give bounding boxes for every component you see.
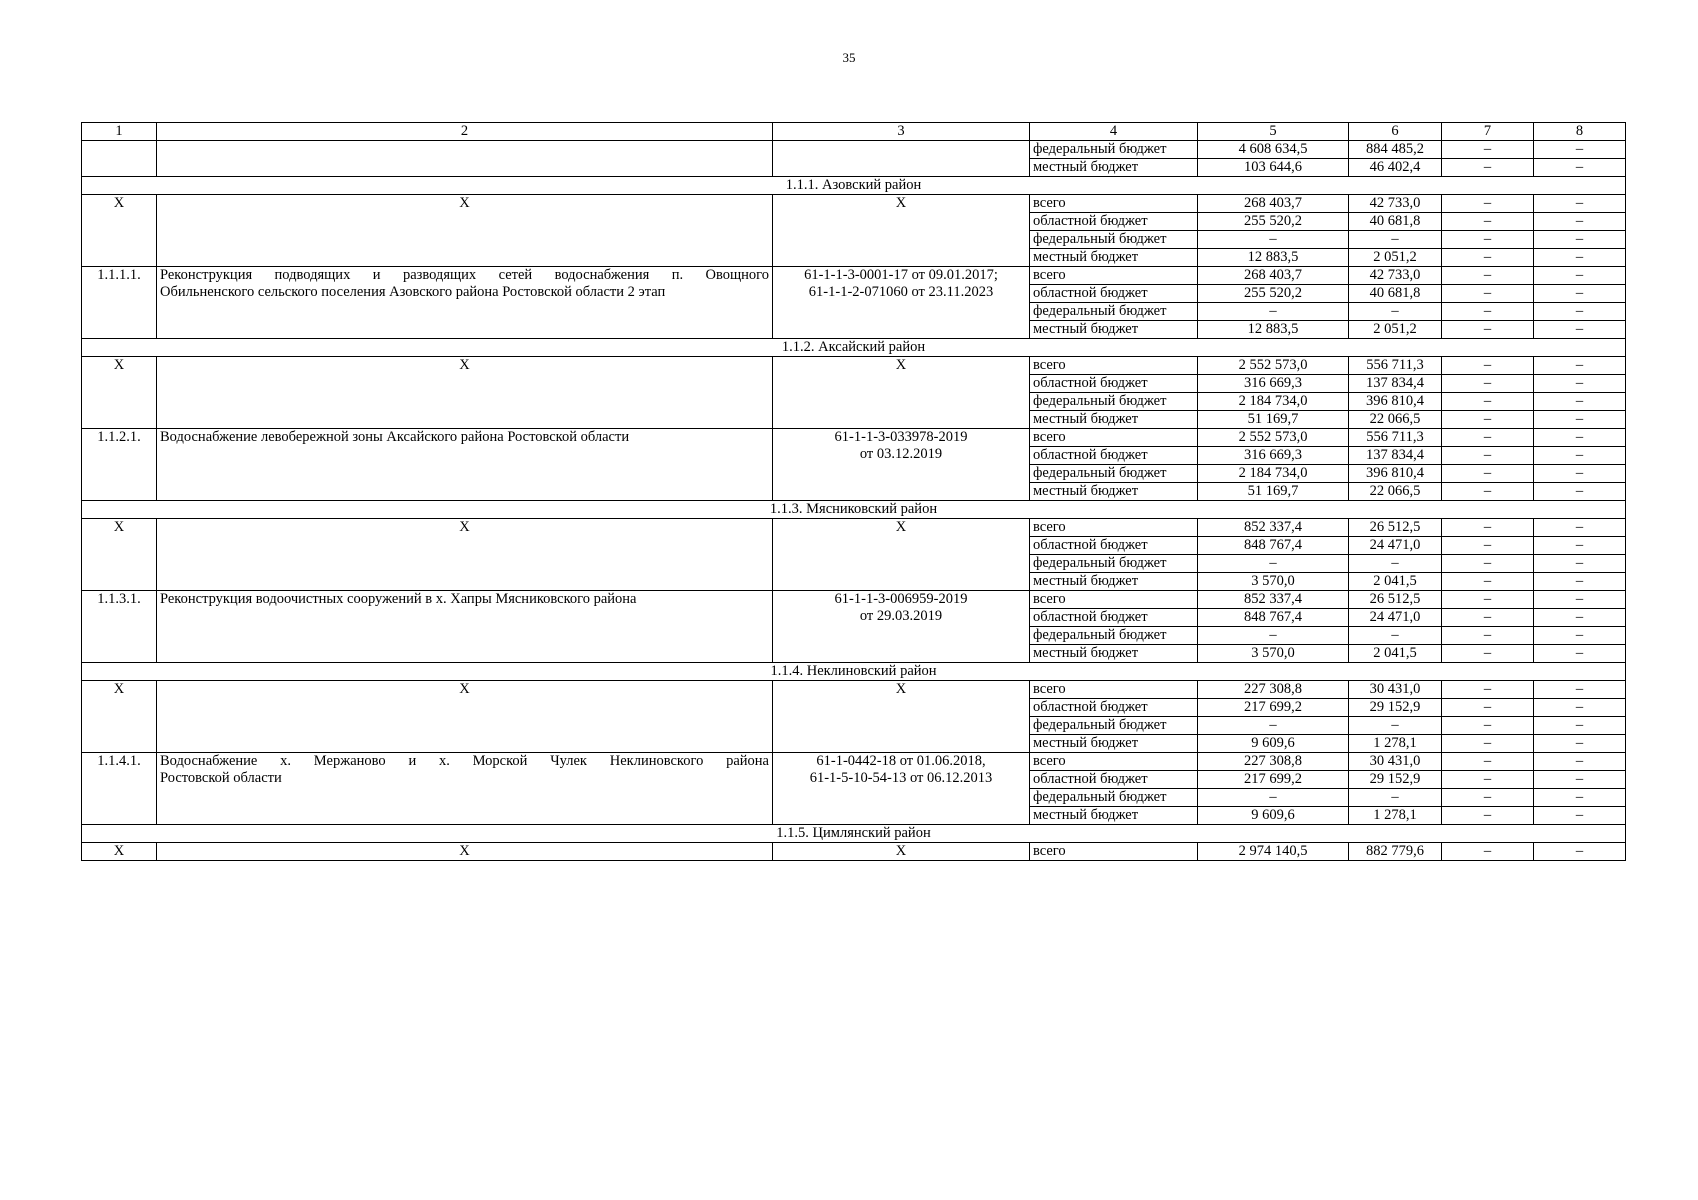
value-col7: – [1442, 627, 1534, 645]
source-cell: всего [1030, 591, 1198, 609]
value-col7: – [1442, 519, 1534, 537]
value-col8: – [1534, 447, 1626, 465]
value-col5: 103 644,6 [1198, 159, 1349, 177]
value-col6: 29 152,9 [1349, 699, 1442, 717]
header-cell: 1 [82, 123, 157, 141]
item-document-line: от 29.03.2019 [859, 608, 943, 624]
total-mark: Х [157, 195, 773, 267]
value-col8: – [1534, 411, 1626, 429]
item-number: 1.1.3.1. [82, 591, 157, 663]
item-name [157, 591, 773, 663]
section-row [82, 663, 1626, 681]
value-col5: 3 570,0 [1198, 645, 1349, 663]
source-cell: областной бюджет [1030, 375, 1198, 393]
source-cell: федеральный бюджет [1030, 627, 1198, 645]
value-col5: 316 669,3 [1198, 447, 1349, 465]
value-col8: – [1534, 807, 1626, 825]
source-cell: областной бюджет [1030, 609, 1198, 627]
item-number: 1.1.2.1. [82, 429, 157, 501]
value-col7: – [1442, 483, 1534, 501]
value-col8: – [1534, 249, 1626, 267]
source-cell: местный бюджет [1030, 411, 1198, 429]
value-col8: – [1534, 483, 1626, 501]
item-name-line: Водоснабжение х. Мержаново и х. Морской Чулек Неклиновского района [160, 753, 769, 769]
value-col6: 2 041,5 [1349, 645, 1442, 663]
source-cell: всего [1030, 357, 1198, 375]
value-col7: – [1442, 285, 1534, 303]
value-col6: 556 711,3 [1349, 357, 1442, 375]
value-col6: 556 711,3 [1349, 429, 1442, 447]
value-col6: 30 431,0 [1349, 681, 1442, 699]
value-col5: 227 308,8 [1198, 681, 1349, 699]
value-col8: – [1534, 537, 1626, 555]
value-col6: 22 066,5 [1349, 483, 1442, 501]
section-title: 1.1.4. Неклиновский район [82, 663, 1626, 681]
value-col7: – [1442, 573, 1534, 591]
item-document-line: 61-1-0442-18 от 01.06.2018, [816, 753, 986, 769]
value-col7: – [1442, 771, 1534, 789]
item-number: 1.1.1.1. [82, 267, 157, 339]
header-cell: 7 [1442, 123, 1534, 141]
section-title: 1.1.2. Аксайский район [82, 339, 1626, 357]
value-col6: 40 681,8 [1349, 285, 1442, 303]
value-col6: 24 471,0 [1349, 609, 1442, 627]
header-cell: 5 [1198, 123, 1349, 141]
total-mark: Х [773, 357, 1030, 429]
value-col8: – [1534, 753, 1626, 771]
value-col6: 882 779,6 [1349, 843, 1442, 861]
value-col8: – [1534, 789, 1626, 807]
empty-cell [82, 141, 157, 177]
value-col7: – [1442, 447, 1534, 465]
value-col6: 396 810,4 [1349, 465, 1442, 483]
value-col7: – [1442, 249, 1534, 267]
item-number: 1.1.4.1. [82, 753, 157, 825]
value-col6: 26 512,5 [1349, 591, 1442, 609]
source-cell: федеральный бюджет [1030, 717, 1198, 735]
value-col8: – [1534, 735, 1626, 753]
value-col6: 42 733,0 [1349, 195, 1442, 213]
source-cell: всего [1030, 681, 1198, 699]
value-col8: – [1534, 267, 1626, 285]
value-col5: 852 337,4 [1198, 591, 1349, 609]
item-name-line: Обильненского сельского поселения Азовского района Ростовской области 2 этап [160, 284, 666, 300]
total-mark: Х [773, 519, 1030, 591]
value-col8: – [1534, 213, 1626, 231]
total-mark: Х [82, 519, 157, 591]
value-col8: – [1534, 429, 1626, 447]
value-col7: – [1442, 717, 1534, 735]
source-cell: федеральный бюджет [1030, 789, 1198, 807]
source-cell: местный бюджет [1030, 483, 1198, 501]
page-number: 35 [842, 50, 856, 65]
value-col7: – [1442, 195, 1534, 213]
value-col5: – [1198, 627, 1349, 645]
value-col8: – [1534, 519, 1626, 537]
source-cell: областной бюджет [1030, 699, 1198, 717]
value-col7: – [1442, 267, 1534, 285]
table-row [82, 591, 1626, 609]
item-name-line: Ростовской области [160, 770, 282, 786]
section-title: 1.1.1. Азовский район [82, 177, 1626, 195]
table-row [82, 753, 1626, 771]
source-cell: областной бюджет [1030, 771, 1198, 789]
source-cell: областной бюджет [1030, 537, 1198, 555]
source-cell: всего [1030, 519, 1198, 537]
source-cell: местный бюджет [1030, 573, 1198, 591]
value-col6: – [1349, 789, 1442, 807]
value-col5: 316 669,3 [1198, 375, 1349, 393]
header-cell: 2 [157, 123, 773, 141]
item-document-line: 61-1-1-2-071060 от 23.11.2023 [808, 284, 994, 300]
source-cell: местный бюджет [1030, 735, 1198, 753]
value-col5: – [1198, 717, 1349, 735]
value-col7: – [1442, 591, 1534, 609]
value-col5: 9 609,6 [1198, 807, 1349, 825]
total-mark: Х [773, 843, 1030, 861]
value-col5: 2 552 573,0 [1198, 357, 1349, 375]
table-row [82, 429, 1626, 447]
value-col6: 29 152,9 [1349, 771, 1442, 789]
value-col7: – [1442, 753, 1534, 771]
section-title: 1.1.3. Мясниковский район [82, 501, 1626, 519]
value-col6: 40 681,8 [1349, 213, 1442, 231]
value-col7: – [1442, 321, 1534, 339]
value-col7: – [1442, 537, 1534, 555]
item-document-line: 61-1-1-3-0001-17 от 09.01.2017; [804, 267, 998, 283]
value-col8: – [1534, 591, 1626, 609]
value-col7: – [1442, 735, 1534, 753]
value-col5: 9 609,6 [1198, 735, 1349, 753]
table-row [82, 843, 1626, 861]
table-row [82, 519, 1626, 537]
source-cell: всего [1030, 753, 1198, 771]
total-mark: Х [82, 843, 157, 861]
value-col6: 30 431,0 [1349, 753, 1442, 771]
value-col5: 2 552 573,0 [1198, 429, 1349, 447]
value-col7: – [1442, 465, 1534, 483]
value-col8: – [1534, 717, 1626, 735]
value-col5: 12 883,5 [1198, 321, 1349, 339]
value-col7: – [1442, 393, 1534, 411]
empty-cell [157, 141, 773, 177]
value-col6: – [1349, 717, 1442, 735]
value-col5: – [1198, 555, 1349, 573]
value-col7: – [1442, 807, 1534, 825]
table-row [82, 195, 1626, 213]
value-col6: 42 733,0 [1349, 267, 1442, 285]
value-col5: – [1198, 303, 1349, 321]
source-cell: федеральный бюджет [1030, 555, 1198, 573]
value-col7: – [1442, 213, 1534, 231]
source-cell: местный бюджет [1030, 159, 1198, 177]
source-cell: местный бюджет [1030, 645, 1198, 663]
value-col6: 396 810,4 [1349, 393, 1442, 411]
item-name-line: Водоснабжение левобережной зоны Аксайского района Ростовской области [160, 429, 630, 445]
source-cell: федеральный бюджет [1030, 141, 1198, 159]
value-col8: – [1534, 609, 1626, 627]
item-document-line: 61-1-5-10-54-13 от 06.12.2013 [809, 770, 993, 786]
value-col5: 268 403,7 [1198, 267, 1349, 285]
total-mark: Х [157, 519, 773, 591]
value-col6: 1 278,1 [1349, 735, 1442, 753]
value-col8: – [1534, 645, 1626, 663]
value-col6: 137 834,4 [1349, 375, 1442, 393]
section-title: 1.1.5. Цимлянский район [82, 825, 1626, 843]
source-cell: федеральный бюджет [1030, 465, 1198, 483]
value-col7: – [1442, 303, 1534, 321]
item-document-line: от 03.12.2019 [859, 446, 943, 462]
value-col5: 227 308,8 [1198, 753, 1349, 771]
value-col7: – [1442, 357, 1534, 375]
value-col8: – [1534, 321, 1626, 339]
value-col5: 217 699,2 [1198, 771, 1349, 789]
value-col6: 884 485,2 [1349, 141, 1442, 159]
value-col8: – [1534, 285, 1626, 303]
header-cell: 4 [1030, 123, 1198, 141]
value-col6: 2 051,2 [1349, 321, 1442, 339]
value-col5: 3 570,0 [1198, 573, 1349, 591]
empty-cell [773, 141, 1030, 177]
value-col6: 22 066,5 [1349, 411, 1442, 429]
value-col5: 268 403,7 [1198, 195, 1349, 213]
value-col7: – [1442, 843, 1534, 861]
total-mark: Х [82, 195, 157, 267]
source-cell: областной бюджет [1030, 285, 1198, 303]
value-col5: 12 883,5 [1198, 249, 1349, 267]
value-col8: – [1534, 159, 1626, 177]
value-col8: – [1534, 699, 1626, 717]
source-cell: местный бюджет [1030, 249, 1198, 267]
value-col7: – [1442, 159, 1534, 177]
value-col7: – [1442, 411, 1534, 429]
source-cell: федеральный бюджет [1030, 231, 1198, 249]
section-row [82, 177, 1626, 195]
item-document [773, 753, 1030, 825]
value-col8: – [1534, 843, 1626, 861]
table-row [82, 357, 1626, 375]
total-mark: Х [82, 681, 157, 753]
value-col7: – [1442, 699, 1534, 717]
total-mark: Х [157, 843, 773, 861]
item-name [157, 429, 773, 501]
source-cell: областной бюджет [1030, 213, 1198, 231]
value-col6: 137 834,4 [1349, 447, 1442, 465]
value-col6: – [1349, 627, 1442, 645]
value-col7: – [1442, 609, 1534, 627]
value-col8: – [1534, 375, 1626, 393]
source-cell: областной бюджет [1030, 447, 1198, 465]
header-cell: 8 [1534, 123, 1626, 141]
value-col5: 2 184 734,0 [1198, 465, 1349, 483]
source-cell: всего [1030, 429, 1198, 447]
total-mark: Х [157, 357, 773, 429]
header-row [82, 123, 1626, 141]
item-name-line: Реконструкция водоочистных сооружений в х. Хапры Мясниковского района [160, 591, 637, 607]
value-col7: – [1442, 681, 1534, 699]
value-col7: – [1442, 141, 1534, 159]
item-document [773, 591, 1030, 663]
value-col7: – [1442, 789, 1534, 807]
value-col7: – [1442, 645, 1534, 663]
value-col5: 217 699,2 [1198, 699, 1349, 717]
value-col8: – [1534, 303, 1626, 321]
value-col8: – [1534, 357, 1626, 375]
value-col8: – [1534, 573, 1626, 591]
value-col6: 26 512,5 [1349, 519, 1442, 537]
section-row [82, 825, 1626, 843]
value-col6: 2 051,2 [1349, 249, 1442, 267]
budget-table [81, 122, 1626, 861]
item-document [773, 267, 1030, 339]
value-col6: 46 402,4 [1349, 159, 1442, 177]
source-cell: всего [1030, 843, 1198, 861]
value-col5: 51 169,7 [1198, 411, 1349, 429]
item-document-line: 61-1-1-3-033978-2019 [834, 429, 968, 445]
value-col7: – [1442, 231, 1534, 249]
value-col8: – [1534, 393, 1626, 411]
section-row [82, 501, 1626, 519]
value-col5: 4 608 634,5 [1198, 141, 1349, 159]
value-col8: – [1534, 681, 1626, 699]
source-cell: федеральный бюджет [1030, 303, 1198, 321]
source-cell: федеральный бюджет [1030, 393, 1198, 411]
value-col5: – [1198, 231, 1349, 249]
value-col8: – [1534, 141, 1626, 159]
table-row [82, 681, 1626, 699]
value-col8: – [1534, 231, 1626, 249]
value-col5: 852 337,4 [1198, 519, 1349, 537]
total-mark: Х [773, 195, 1030, 267]
value-col6: 1 278,1 [1349, 807, 1442, 825]
value-col8: – [1534, 627, 1626, 645]
value-col5: 2 974 140,5 [1198, 843, 1349, 861]
value-col6: – [1349, 555, 1442, 573]
value-col8: – [1534, 771, 1626, 789]
value-col6: 2 041,5 [1349, 573, 1442, 591]
table-row [82, 267, 1626, 285]
value-col6: – [1349, 231, 1442, 249]
item-document-line: 61-1-1-3-006959-2019 [834, 591, 968, 607]
value-col8: – [1534, 465, 1626, 483]
total-mark: Х [157, 681, 773, 753]
value-col5: 2 184 734,0 [1198, 393, 1349, 411]
value-col5: 848 767,4 [1198, 609, 1349, 627]
header-cell: 6 [1349, 123, 1442, 141]
value-col7: – [1442, 375, 1534, 393]
value-col5: 51 169,7 [1198, 483, 1349, 501]
value-col5: 255 520,2 [1198, 285, 1349, 303]
value-col8: – [1534, 195, 1626, 213]
table-row [82, 141, 1626, 159]
item-name [157, 753, 773, 825]
source-cell: всего [1030, 195, 1198, 213]
value-col8: – [1534, 555, 1626, 573]
item-document [773, 429, 1030, 501]
source-cell: всего [1030, 267, 1198, 285]
total-mark: Х [773, 681, 1030, 753]
section-row [82, 339, 1626, 357]
value-col6: – [1349, 303, 1442, 321]
value-col7: – [1442, 429, 1534, 447]
value-col7: – [1442, 555, 1534, 573]
item-name-line: Реконструкция подводящих и разводящих сетей водоснабжения п. Овощного [160, 267, 769, 283]
value-col5: – [1198, 789, 1349, 807]
item-name [157, 267, 773, 339]
source-cell: местный бюджет [1030, 321, 1198, 339]
header-cell: 3 [773, 123, 1030, 141]
source-cell: местный бюджет [1030, 807, 1198, 825]
total-mark: Х [82, 357, 157, 429]
value-col6: 24 471,0 [1349, 537, 1442, 555]
value-col5: 848 767,4 [1198, 537, 1349, 555]
value-col5: 255 520,2 [1198, 213, 1349, 231]
